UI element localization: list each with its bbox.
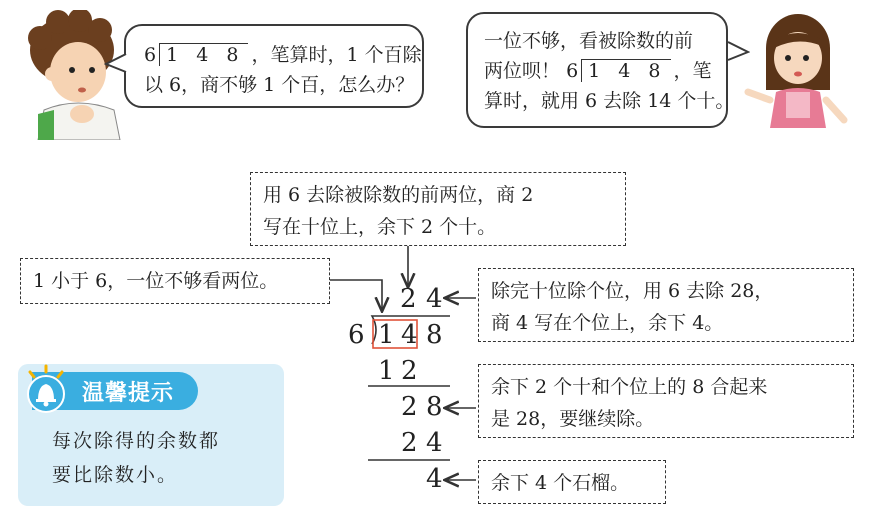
tip-text-line-2: 要比除数小。 [52,464,179,486]
girl-bubble-line-2-pre: 两位呗！ [484,60,561,82]
arrow-to-first-digit [330,280,382,310]
product-1-ones: 2 [401,356,418,386]
note-first-step-line-1: 用 6 去除被除数的前两位，商 2 [263,184,534,206]
girl-bubble-line-2-post: ，笔 [673,60,712,82]
boy-bubble-line-1-text: ，笔算时，1 个百除 [251,44,422,66]
note-remainder-28-line-2: 是 28，要继续除。 [491,408,655,430]
tip-text [52,424,220,492]
product-2-ones: 4 [426,428,443,458]
note-one-less-than-six-text: 1 小于 6，一位不够看两位。 [33,270,279,292]
boy-bubble-dividend: 1 4 8 [159,43,248,66]
dividend-tens-digit: 4 [401,320,418,350]
quotient-tens-digit: 2 [400,284,417,314]
girl-bubble-line-1: 一位不够，看被除数的前 [484,30,694,52]
product-2-tens: 2 [401,428,418,458]
tip-text-line-1: 每次除得的余数都 [52,430,221,452]
remainder-1-ones: 8 [426,392,443,422]
girl-bubble-divisor: 6 [566,60,579,82]
boy-bubble-line-2: 以 6，商不够 1 个百，怎么办？ [144,74,415,96]
quotient-ones-digit: 4 [426,284,443,314]
girl-bubble-line-3: 算时，就用 6 去除 14 个十。 [484,90,735,112]
girl-bubble-dividend: 1 4 8 [581,59,670,82]
product-1-tens: 1 [378,356,395,386]
note-ones-step-line-1: 除完十位除个位，用 6 去除 28， [491,280,774,302]
tip-title: 温馨提示 [82,381,175,406]
note-ones-step-line-2: 商 4 写在个位上，余下 4。 [491,312,724,334]
bell-icon [20,364,72,416]
note-remainder-28-line-1: 余下 2 个十和个位上的 8 合起来 [491,376,768,398]
divisor-digit: 6 [348,320,365,350]
dividend-ones-digit: 8 [426,320,443,350]
note-final-remainder-text: 余下 4 个石榴。 [491,472,630,494]
note-first-step-line-2: 写在十位上，余下 2 个十。 [263,216,497,238]
remainder-1-tens: 2 [401,392,418,422]
final-remainder-digit: 4 [426,464,443,494]
dividend-hundreds-digit: 1 [378,320,395,350]
boy-bubble-divisor: 6 [144,44,157,66]
